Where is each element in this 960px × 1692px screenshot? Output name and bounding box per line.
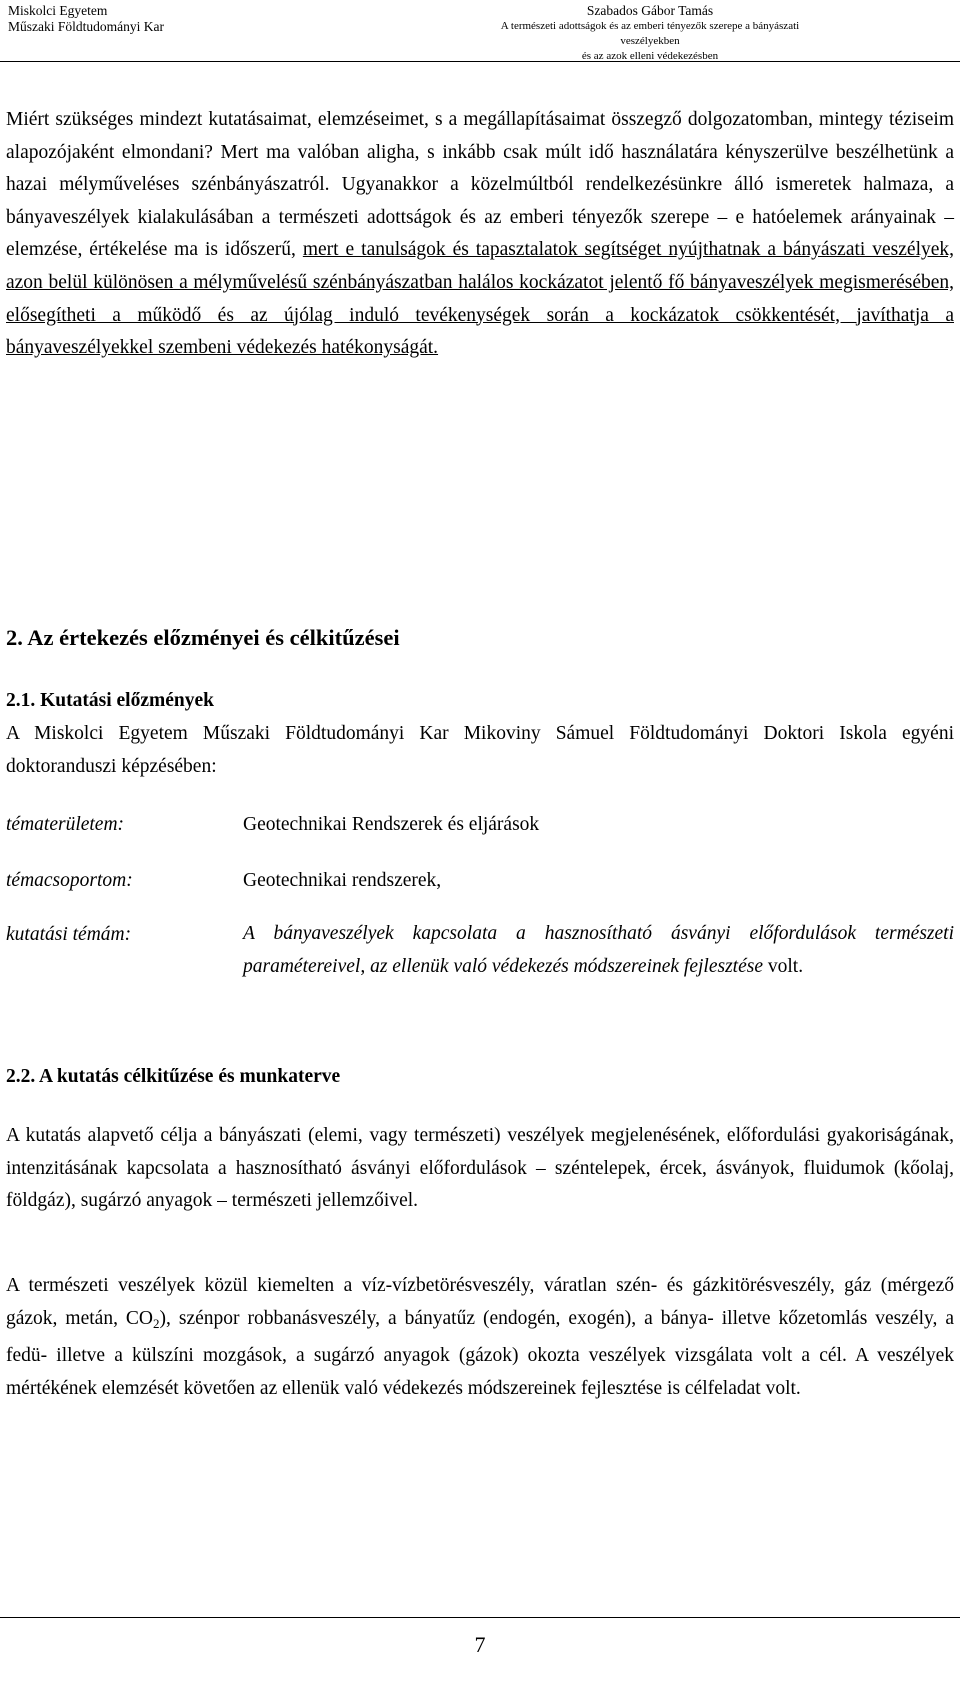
- header-author: Szabados Gábor Tamás: [586, 3, 714, 18]
- page-number: 7: [474, 1632, 486, 1657]
- section-2-1-heading: 2.1. Kutatási előzmények: [6, 690, 214, 711]
- header-faculty: Műszaki Földtudományi Kar: [8, 19, 164, 34]
- section-2-2-heading: 2.2. A kutatás célkitűzése és munkaterve: [6, 1066, 341, 1087]
- hazards-paragraph: [6, 1270, 954, 1405]
- topic-label: kutatási témám:: [6, 924, 132, 945]
- intro-text: Miért szükséges mindezt kutatásaimat, elemzéseimet, s a megállapításaimat összegző dolgozatomban, mintegy téziseim alapozójaként elmondani? Mert ma valóban aligha, s inkább csak múlt idő használatára kényszerülve beszélhetünk a hazai mélyműveléses szénbányászatról. Ugyanakkor a közelmúltból rendelkezésünkre álló ismeretek halmaza, a bányaveszélyek kialakulásában a természeti adottságok és az emberi tényezők szerepe – e hatóelemek arányainak – elemzése, értékelése ma is időszerű,: [6, 109, 954, 261]
- doctoral-school-paragraph: A Miskolci Egyetem Műszaki Földtudományi Kar Mikoviny Sámuel Földtudományi Doktori Iskola egyéni doktoranduszi képzésében:: [6, 723, 954, 777]
- topic-title: A bányaveszélyek kapcsolata a hasznosítható ásványi előfordulások természeti paramétereivel, az ellenük való védekezés módszereinek fejlesztése: [243, 923, 954, 977]
- footer-divider: [0, 1617, 960, 1618]
- header-title-line1: A természeti adottságok és az emberi tényezők szerepe a bányászati veszélyekben: [500, 20, 800, 47]
- intro-paragraph: [6, 104, 954, 365]
- hazards-text-a: A természeti veszélyek közül kiemelten a víz-vízbetörésveszély, váratlan szén- és gázkitörésveszély, gáz (mérgező gázok, metán, CO: [6, 1275, 954, 1329]
- section-2-2-para2: [6, 1270, 954, 1405]
- field-value: Geotechnikai Rendszerek és eljárások: [243, 814, 540, 835]
- header-university: Miskolci Egyetem: [8, 3, 108, 18]
- header-institution: [8, 3, 164, 35]
- header-divider: [0, 61, 960, 62]
- header-title-line2: és az azok elleni védekezésben: [581, 50, 719, 62]
- section-2-2-para1: [6, 1120, 954, 1218]
- field-label: tématerületem:: [6, 814, 125, 835]
- header-thesis-info: [500, 3, 800, 64]
- section-2-1-intro: [6, 718, 954, 783]
- intro-underlined-text: mert e tanulságok és tapasztalatok segítséget nyújthatnak a bányászati veszélyek, azon belül különösen a mélyművelésű szénbányászatban halálos kockázatot jelentő fő bányaveszélyek megismerésében, elősegítheti a működő és az újólag induló tevékenységek során a kockázatok csökkentését, javíthatja a bányaveszélyekkel szembeni védekezés hatékonyságát.: [6, 239, 955, 359]
- research-goal-paragraph: A kutatás alapvető célja a bányászati (elemi, vagy természeti) veszélyek megjelenésének, előfordulási gyakoriságának, intenzitásának kapcsolata a hasznosítható ásványi előfordulások – széntelepek, ércek, ásványok, fluidumok (kőolaj, földgáz), sugárzó anyagok – természeti jellemzőivel.: [6, 1125, 954, 1212]
- hazards-text-b: ), szénpor robbanásveszély, a bányatűz (endogén, exogén), a bánya- illetve kőzetomlás veszély, a fedü- illetve a külszíni mozgások, a sugárzó anyagok (gázok) okozta veszélyek vizsgálata volt a cél. A veszélyek mértékének elemzését követően az ellenük való védekezés módszereinek fejlesztése is célfeladat volt.: [6, 1307, 954, 1399]
- topic-value: [243, 918, 954, 983]
- group-value: Geotechnikai rendszerek,: [243, 870, 442, 891]
- co2-subscript: 2: [153, 1315, 160, 1331]
- page-header: [0, 0, 960, 66]
- section-2-heading: 2. Az értekezés előzményei és célkitűzései: [6, 625, 400, 650]
- topic-tail: volt.: [762, 955, 804, 977]
- intro-section: [6, 104, 954, 365]
- group-label: témacsoportom:: [6, 870, 133, 891]
